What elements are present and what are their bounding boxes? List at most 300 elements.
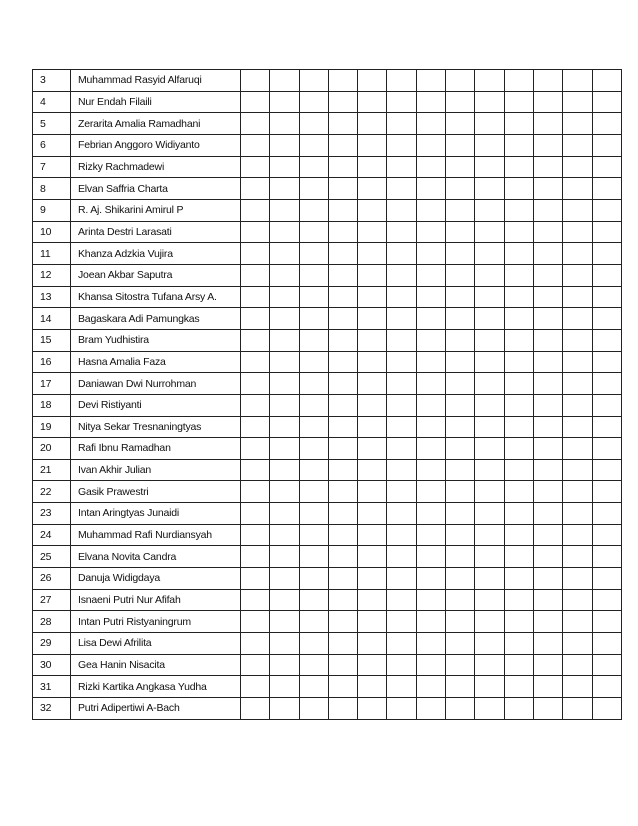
attendance-mark-cell — [241, 156, 270, 178]
attendance-mark-cell — [387, 481, 416, 503]
attendance-mark-cell — [446, 199, 475, 221]
attendance-mark-cell — [328, 113, 357, 135]
table-row — [33, 329, 622, 351]
attendance-mark-cell — [416, 264, 445, 286]
attendance-table-body — [33, 70, 622, 720]
table-row — [33, 654, 622, 676]
attendance-mark-cell — [446, 611, 475, 633]
student-number-cell: 12 — [33, 264, 71, 286]
attendance-mark-cell — [328, 416, 357, 438]
student-number-cell: 24 — [33, 524, 71, 546]
attendance-mark-cell — [563, 611, 592, 633]
attendance-mark-cell — [299, 156, 328, 178]
table-row — [33, 394, 622, 416]
student-name-cell: Muhammad Rafi Nurdiansyah — [71, 524, 241, 546]
attendance-mark-cell — [358, 264, 387, 286]
attendance-mark-cell — [358, 113, 387, 135]
attendance-mark-cell — [592, 524, 621, 546]
attendance-mark-cell — [416, 394, 445, 416]
attendance-mark-cell — [475, 611, 504, 633]
attendance-mark-cell — [592, 546, 621, 568]
attendance-mark-cell — [328, 243, 357, 265]
attendance-mark-cell — [358, 91, 387, 113]
attendance-mark-cell — [299, 698, 328, 720]
attendance-mark-cell — [504, 698, 533, 720]
attendance-mark-cell — [241, 178, 270, 200]
table-row — [33, 373, 622, 395]
attendance-mark-cell — [387, 286, 416, 308]
attendance-mark-cell — [563, 178, 592, 200]
attendance-mark-cell — [446, 264, 475, 286]
attendance-mark-cell — [563, 524, 592, 546]
attendance-mark-cell — [416, 481, 445, 503]
student-number-cell: 16 — [33, 351, 71, 373]
attendance-mark-cell — [563, 394, 592, 416]
attendance-mark-cell — [592, 134, 621, 156]
attendance-mark-cell — [446, 329, 475, 351]
student-number-cell: 15 — [33, 329, 71, 351]
student-name-cell: Devi Ristiyanti — [71, 394, 241, 416]
attendance-mark-cell — [446, 91, 475, 113]
attendance-mark-cell — [416, 589, 445, 611]
attendance-mark-cell — [475, 243, 504, 265]
attendance-mark-cell — [446, 676, 475, 698]
attendance-mark-cell — [475, 546, 504, 568]
attendance-mark-cell — [241, 633, 270, 655]
attendance-mark-cell — [533, 611, 562, 633]
attendance-mark-cell — [533, 633, 562, 655]
attendance-mark-cell — [563, 286, 592, 308]
attendance-mark-cell — [241, 503, 270, 525]
attendance-mark-cell — [446, 286, 475, 308]
attendance-mark-cell — [504, 524, 533, 546]
attendance-mark-cell — [533, 156, 562, 178]
attendance-mark-cell — [504, 481, 533, 503]
attendance-mark-cell — [299, 438, 328, 460]
attendance-mark-cell — [504, 70, 533, 92]
table-row — [33, 676, 622, 698]
attendance-mark-cell — [592, 91, 621, 113]
attendance-mark-cell — [270, 351, 299, 373]
attendance-mark-cell — [504, 351, 533, 373]
attendance-mark-cell — [475, 524, 504, 546]
attendance-mark-cell — [358, 156, 387, 178]
attendance-mark-cell — [475, 416, 504, 438]
attendance-mark-cell — [270, 243, 299, 265]
attendance-mark-cell — [299, 178, 328, 200]
attendance-mark-cell — [563, 568, 592, 590]
attendance-mark-cell — [504, 676, 533, 698]
attendance-mark-cell — [592, 308, 621, 330]
table-row — [33, 524, 622, 546]
student-name-cell: Febrian Anggoro Widiyanto — [71, 134, 241, 156]
attendance-mark-cell — [475, 91, 504, 113]
student-name-cell: Ivan Akhir Julian — [71, 459, 241, 481]
attendance-mark-cell — [387, 329, 416, 351]
attendance-mark-cell — [475, 676, 504, 698]
attendance-mark-cell — [563, 113, 592, 135]
attendance-mark-cell — [592, 633, 621, 655]
attendance-mark-cell — [416, 329, 445, 351]
attendance-mark-cell — [592, 394, 621, 416]
student-number-cell: 14 — [33, 308, 71, 330]
attendance-mark-cell — [533, 568, 562, 590]
attendance-mark-cell — [446, 351, 475, 373]
attendance-mark-cell — [387, 546, 416, 568]
attendance-mark-cell — [446, 308, 475, 330]
attendance-mark-cell — [533, 329, 562, 351]
table-row — [33, 286, 622, 308]
attendance-mark-cell — [328, 654, 357, 676]
attendance-mark-cell — [592, 654, 621, 676]
table-row — [33, 178, 622, 200]
attendance-mark-cell — [563, 134, 592, 156]
attendance-mark-cell — [475, 221, 504, 243]
attendance-mark-cell — [270, 459, 299, 481]
attendance-mark-cell — [533, 178, 562, 200]
attendance-mark-cell — [416, 308, 445, 330]
attendance-mark-cell — [270, 654, 299, 676]
attendance-mark-cell — [446, 156, 475, 178]
attendance-mark-cell — [475, 178, 504, 200]
attendance-mark-cell — [475, 351, 504, 373]
attendance-mark-cell — [504, 416, 533, 438]
attendance-mark-cell — [299, 308, 328, 330]
attendance-mark-cell — [504, 589, 533, 611]
attendance-mark-cell — [592, 329, 621, 351]
attendance-mark-cell — [446, 633, 475, 655]
attendance-mark-cell — [592, 459, 621, 481]
attendance-mark-cell — [270, 698, 299, 720]
attendance-mark-cell — [504, 264, 533, 286]
attendance-mark-cell — [563, 351, 592, 373]
attendance-mark-cell — [475, 70, 504, 92]
attendance-mark-cell — [446, 134, 475, 156]
attendance-mark-cell — [328, 611, 357, 633]
attendance-mark-cell — [416, 91, 445, 113]
attendance-mark-cell — [563, 329, 592, 351]
attendance-mark-cell — [533, 373, 562, 395]
attendance-mark-cell — [358, 438, 387, 460]
attendance-mark-cell — [416, 524, 445, 546]
attendance-mark-cell — [241, 243, 270, 265]
table-row — [33, 568, 622, 590]
student-name-cell: Gasik Prawestri — [71, 481, 241, 503]
attendance-mark-cell — [328, 459, 357, 481]
attendance-mark-cell — [446, 438, 475, 460]
attendance-mark-cell — [270, 633, 299, 655]
attendance-mark-cell — [416, 221, 445, 243]
attendance-mark-cell — [299, 568, 328, 590]
attendance-mark-cell — [241, 351, 270, 373]
student-number-cell: 4 — [33, 91, 71, 113]
attendance-mark-cell — [592, 416, 621, 438]
attendance-mark-cell — [299, 394, 328, 416]
attendance-mark-cell — [446, 481, 475, 503]
attendance-mark-cell — [299, 589, 328, 611]
attendance-mark-cell — [241, 286, 270, 308]
student-name-cell: Bagaskara Adi Pamungkas — [71, 308, 241, 330]
attendance-mark-cell — [416, 134, 445, 156]
attendance-mark-cell — [387, 113, 416, 135]
attendance-mark-cell — [533, 221, 562, 243]
student-number-cell: 20 — [33, 438, 71, 460]
attendance-mark-cell — [270, 91, 299, 113]
attendance-mark-cell — [416, 698, 445, 720]
student-number-cell: 17 — [33, 373, 71, 395]
attendance-mark-cell — [446, 70, 475, 92]
attendance-mark-cell — [241, 134, 270, 156]
attendance-mark-cell — [358, 503, 387, 525]
attendance-mark-cell — [592, 199, 621, 221]
attendance-mark-cell — [504, 308, 533, 330]
attendance-mark-cell — [416, 568, 445, 590]
student-name-cell: Bram Yudhistira — [71, 329, 241, 351]
attendance-mark-cell — [446, 654, 475, 676]
attendance-mark-cell — [328, 481, 357, 503]
attendance-mark-cell — [299, 199, 328, 221]
attendance-mark-cell — [358, 459, 387, 481]
attendance-mark-cell — [387, 654, 416, 676]
attendance-mark-cell — [416, 633, 445, 655]
attendance-mark-cell — [533, 459, 562, 481]
attendance-mark-cell — [299, 70, 328, 92]
attendance-mark-cell — [387, 698, 416, 720]
student-number-cell: 31 — [33, 676, 71, 698]
attendance-mark-cell — [416, 373, 445, 395]
attendance-mark-cell — [416, 351, 445, 373]
attendance-mark-cell — [241, 654, 270, 676]
attendance-mark-cell — [533, 351, 562, 373]
student-name-cell: Rizky Rachmadewi — [71, 156, 241, 178]
attendance-mark-cell — [270, 416, 299, 438]
attendance-mark-cell — [504, 113, 533, 135]
attendance-mark-cell — [387, 178, 416, 200]
attendance-mark-cell — [475, 438, 504, 460]
attendance-mark-cell — [241, 524, 270, 546]
student-name-cell: Muhammad Rasyid Alfaruqi — [71, 70, 241, 92]
student-number-cell: 10 — [33, 221, 71, 243]
attendance-mark-cell — [533, 286, 562, 308]
attendance-mark-cell — [358, 676, 387, 698]
attendance-mark-cell — [416, 286, 445, 308]
attendance-mark-cell — [504, 373, 533, 395]
attendance-mark-cell — [475, 589, 504, 611]
attendance-mark-cell — [533, 70, 562, 92]
attendance-mark-cell — [358, 589, 387, 611]
attendance-mark-cell — [358, 199, 387, 221]
attendance-mark-cell — [592, 438, 621, 460]
attendance-mark-cell — [358, 394, 387, 416]
attendance-mark-cell — [446, 243, 475, 265]
attendance-mark-cell — [387, 589, 416, 611]
attendance-mark-cell — [299, 134, 328, 156]
attendance-mark-cell — [299, 546, 328, 568]
attendance-mark-cell — [299, 676, 328, 698]
attendance-mark-cell — [270, 676, 299, 698]
attendance-mark-cell — [504, 459, 533, 481]
attendance-mark-cell — [358, 416, 387, 438]
student-number-cell: 22 — [33, 481, 71, 503]
student-number-cell: 28 — [33, 611, 71, 633]
student-number-cell: 30 — [33, 654, 71, 676]
attendance-mark-cell — [533, 243, 562, 265]
attendance-mark-cell — [563, 91, 592, 113]
attendance-mark-cell — [446, 394, 475, 416]
attendance-mark-cell — [299, 113, 328, 135]
attendance-mark-cell — [533, 698, 562, 720]
attendance-mark-cell — [387, 308, 416, 330]
attendance-mark-cell — [533, 394, 562, 416]
attendance-mark-cell — [358, 698, 387, 720]
student-number-cell: 21 — [33, 459, 71, 481]
attendance-mark-cell — [563, 481, 592, 503]
attendance-mark-cell — [299, 633, 328, 655]
attendance-mark-cell — [504, 243, 533, 265]
attendance-mark-cell — [299, 416, 328, 438]
attendance-mark-cell — [270, 178, 299, 200]
attendance-mark-cell — [241, 481, 270, 503]
attendance-mark-cell — [592, 589, 621, 611]
attendance-mark-cell — [241, 438, 270, 460]
attendance-mark-cell — [358, 329, 387, 351]
attendance-mark-cell — [299, 503, 328, 525]
attendance-mark-cell — [328, 178, 357, 200]
attendance-mark-cell — [270, 438, 299, 460]
student-number-cell: 32 — [33, 698, 71, 720]
attendance-mark-cell — [241, 113, 270, 135]
attendance-mark-cell — [241, 611, 270, 633]
attendance-mark-cell — [475, 654, 504, 676]
table-row — [33, 156, 622, 178]
attendance-mark-cell — [416, 503, 445, 525]
student-name-cell: Intan Aringtyas Junaidi — [71, 503, 241, 525]
attendance-mark-cell — [387, 373, 416, 395]
attendance-mark-cell — [533, 308, 562, 330]
attendance-mark-cell — [358, 546, 387, 568]
attendance-mark-cell — [241, 70, 270, 92]
attendance-mark-cell — [446, 373, 475, 395]
attendance-mark-cell — [504, 178, 533, 200]
attendance-mark-cell — [504, 654, 533, 676]
attendance-mark-cell — [533, 264, 562, 286]
attendance-mark-cell — [533, 503, 562, 525]
attendance-mark-cell — [563, 416, 592, 438]
attendance-mark-cell — [299, 221, 328, 243]
attendance-mark-cell — [358, 308, 387, 330]
attendance-mark-cell — [592, 70, 621, 92]
attendance-mark-cell — [387, 676, 416, 698]
attendance-mark-cell — [299, 611, 328, 633]
attendance-mark-cell — [563, 308, 592, 330]
attendance-mark-cell — [475, 199, 504, 221]
attendance-mark-cell — [387, 568, 416, 590]
attendance-mark-cell — [533, 416, 562, 438]
attendance-mark-cell — [592, 351, 621, 373]
attendance-mark-cell — [270, 264, 299, 286]
attendance-mark-cell — [358, 373, 387, 395]
attendance-mark-cell — [504, 394, 533, 416]
attendance-mark-cell — [563, 373, 592, 395]
attendance-mark-cell — [241, 199, 270, 221]
attendance-mark-cell — [446, 113, 475, 135]
attendance-mark-cell — [563, 438, 592, 460]
attendance-mark-cell — [270, 589, 299, 611]
student-name-cell: Nur Endah Filaili — [71, 91, 241, 113]
table-row — [33, 438, 622, 460]
attendance-mark-cell — [563, 459, 592, 481]
attendance-mark-cell — [270, 156, 299, 178]
attendance-mark-cell — [270, 503, 299, 525]
attendance-mark-cell — [416, 546, 445, 568]
student-number-cell: 3 — [33, 70, 71, 92]
attendance-mark-cell — [358, 351, 387, 373]
attendance-mark-cell — [270, 524, 299, 546]
student-name-cell: Nitya Sekar Tresnaningtyas — [71, 416, 241, 438]
attendance-mark-cell — [563, 698, 592, 720]
attendance-mark-cell — [328, 70, 357, 92]
attendance-mark-cell — [241, 308, 270, 330]
attendance-mark-cell — [533, 113, 562, 135]
attendance-mark-cell — [387, 524, 416, 546]
table-row — [33, 221, 622, 243]
attendance-mark-cell — [241, 91, 270, 113]
student-name-cell: Intan Putri Ristyaningrum — [71, 611, 241, 633]
attendance-mark-cell — [270, 329, 299, 351]
attendance-mark-cell — [358, 286, 387, 308]
table-row — [33, 91, 622, 113]
attendance-mark-cell — [416, 178, 445, 200]
attendance-mark-cell — [328, 568, 357, 590]
attendance-mark-cell — [592, 286, 621, 308]
attendance-mark-cell — [563, 503, 592, 525]
attendance-mark-cell — [475, 459, 504, 481]
attendance-mark-cell — [504, 546, 533, 568]
attendance-mark-cell — [270, 611, 299, 633]
attendance-mark-cell — [592, 264, 621, 286]
table-row — [33, 633, 622, 655]
attendance-mark-cell — [416, 113, 445, 135]
attendance-mark-cell — [328, 91, 357, 113]
attendance-mark-cell — [533, 438, 562, 460]
attendance-mark-cell — [533, 654, 562, 676]
attendance-mark-cell — [592, 568, 621, 590]
attendance-mark-cell — [504, 134, 533, 156]
attendance-mark-cell — [475, 373, 504, 395]
student-number-cell: 26 — [33, 568, 71, 590]
attendance-mark-cell — [563, 676, 592, 698]
table-row — [33, 503, 622, 525]
table-row — [33, 459, 622, 481]
student-name-cell: Isnaeni Putri Nur Afifah — [71, 589, 241, 611]
attendance-mark-cell — [328, 589, 357, 611]
attendance-mark-cell — [446, 698, 475, 720]
attendance-mark-cell — [446, 589, 475, 611]
attendance-mark-cell — [504, 329, 533, 351]
attendance-mark-cell — [592, 503, 621, 525]
attendance-mark-cell — [270, 394, 299, 416]
attendance-table — [32, 69, 622, 720]
student-number-cell: 8 — [33, 178, 71, 200]
attendance-mark-cell — [416, 243, 445, 265]
attendance-mark-cell — [504, 568, 533, 590]
attendance-mark-cell — [446, 503, 475, 525]
attendance-mark-cell — [299, 91, 328, 113]
student-name-cell: Rafi Ibnu Ramadhan — [71, 438, 241, 460]
attendance-mark-cell — [387, 70, 416, 92]
table-row — [33, 481, 622, 503]
attendance-mark-cell — [299, 524, 328, 546]
